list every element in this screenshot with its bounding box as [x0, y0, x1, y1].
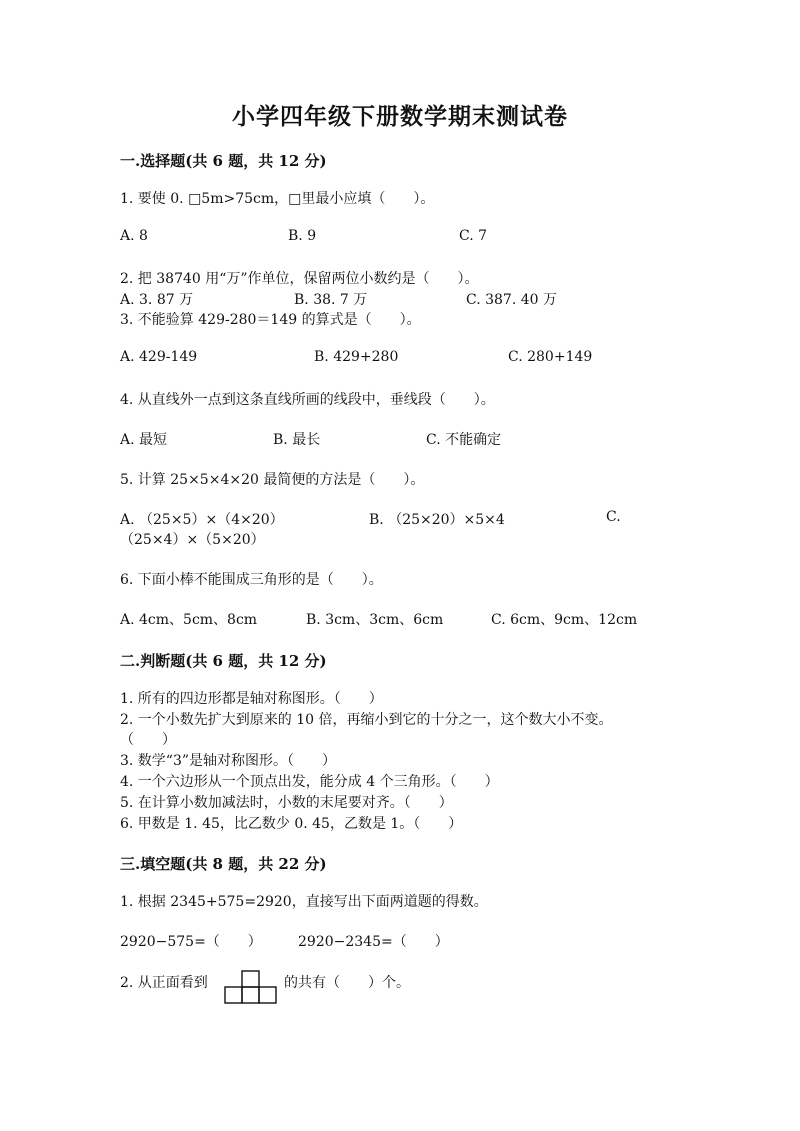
question-1-option-b: B. 9	[288, 228, 317, 244]
question-4-option-c: C. 不能确定	[426, 432, 502, 448]
cube-blocks-icon	[223, 969, 279, 1005]
tf-line-1: 1. 所有的四边形都是轴对称图形。（ ）	[120, 691, 383, 707]
section-heading-choice: 一.选择题(共 6 题，共 12 分)	[120, 152, 327, 170]
section-heading-true-false: 二.判断题(共 6 题，共 12 分)	[120, 652, 327, 670]
tf-line-4: 4. 一个六边形从一个顶点出发，能分成 4 个三角形。（ ）	[120, 774, 499, 790]
question-6-stem: 6. 下面小棒不能围成三角形的是（ ）。	[120, 572, 383, 588]
question-4-option-b: B. 最长	[273, 432, 321, 448]
question-6-option-a: A. 4cm、5cm、8cm	[120, 612, 258, 628]
question-3-option-b: B. 429+280	[314, 349, 399, 365]
question-4-stem: 4. 从直线外一点到这条直线所画的线段中，垂线段（ ）。	[120, 392, 495, 408]
tf-line-2-bracket: （ ）	[120, 732, 176, 748]
question-3-option-c: C. 280+149	[508, 349, 593, 365]
fill-question-2-prefix: 2. 从正面看到	[120, 975, 208, 991]
question-2-option-c: C. 387. 40 万	[466, 292, 557, 308]
question-1-option-a: A. 8	[120, 228, 148, 244]
fill-question-1-stem: 1. 根据 2345+575=2920，直接写出下面两道题的得数。	[120, 894, 488, 910]
question-4-option-a: A. 最短	[120, 432, 168, 448]
tf-line-5: 5. 在计算小数加减法时，小数的末尾要对齐。（ ）	[120, 795, 453, 811]
tf-line-3: 3. 数学“3”是轴对称图形。（ ）	[120, 753, 337, 769]
question-5-option-a: A. （25×5）×（4×20）	[120, 512, 284, 528]
question-3-stem: 3. 不能验算 429-280＝149 的算式是（ ）。	[120, 312, 421, 328]
question-5-option-c-text: （25×4）×（5×20）	[120, 532, 265, 548]
fill-question-1-part-a: 2920−575=（ ）	[120, 934, 262, 950]
question-5-option-c: C.	[606, 509, 621, 525]
tf-line-6: 6. 甲数是 1. 45，比乙数少 0. 45，乙数是 1。（ ）	[120, 816, 463, 832]
question-5-option-b: B. （25×20）×5×4	[369, 512, 505, 528]
question-2-option-b: B. 38. 7 万	[294, 292, 368, 308]
question-2-stem: 2. 把 38740 用“万”作单位，保留两位小数约是（ ）。	[120, 271, 479, 287]
question-2-option-a: A. 3. 87 万	[120, 292, 194, 308]
fill-question-1-part-b: 2920−2345=（ ）	[298, 934, 449, 950]
question-1-option-c: C. 7	[459, 228, 488, 244]
page-title: 小学四年级下册数学期末测试卷	[232, 103, 568, 130]
tf-line-2: 2. 一个小数先扩大到原来的 10 倍，再缩小到它的十分之一，这个数大小不变。	[120, 712, 613, 728]
question-6-option-c: C. 6cm、9cm、12cm	[491, 612, 638, 628]
question-5-stem: 5. 计算 25×5×4×20 最简便的方法是（ ）。	[120, 472, 425, 488]
question-3-option-a: A. 429-149	[120, 349, 198, 365]
question-6-option-b: B. 3cm、3cm、6cm	[306, 612, 444, 628]
question-1-stem: 1. 要使 0. □5m>75cm，□里最小应填（ ）。	[120, 191, 435, 207]
section-heading-fill-blank: 三.填空题(共 8 题，共 22 分)	[120, 855, 327, 873]
fill-question-2-suffix: 的共有（ ）个。	[284, 975, 410, 991]
